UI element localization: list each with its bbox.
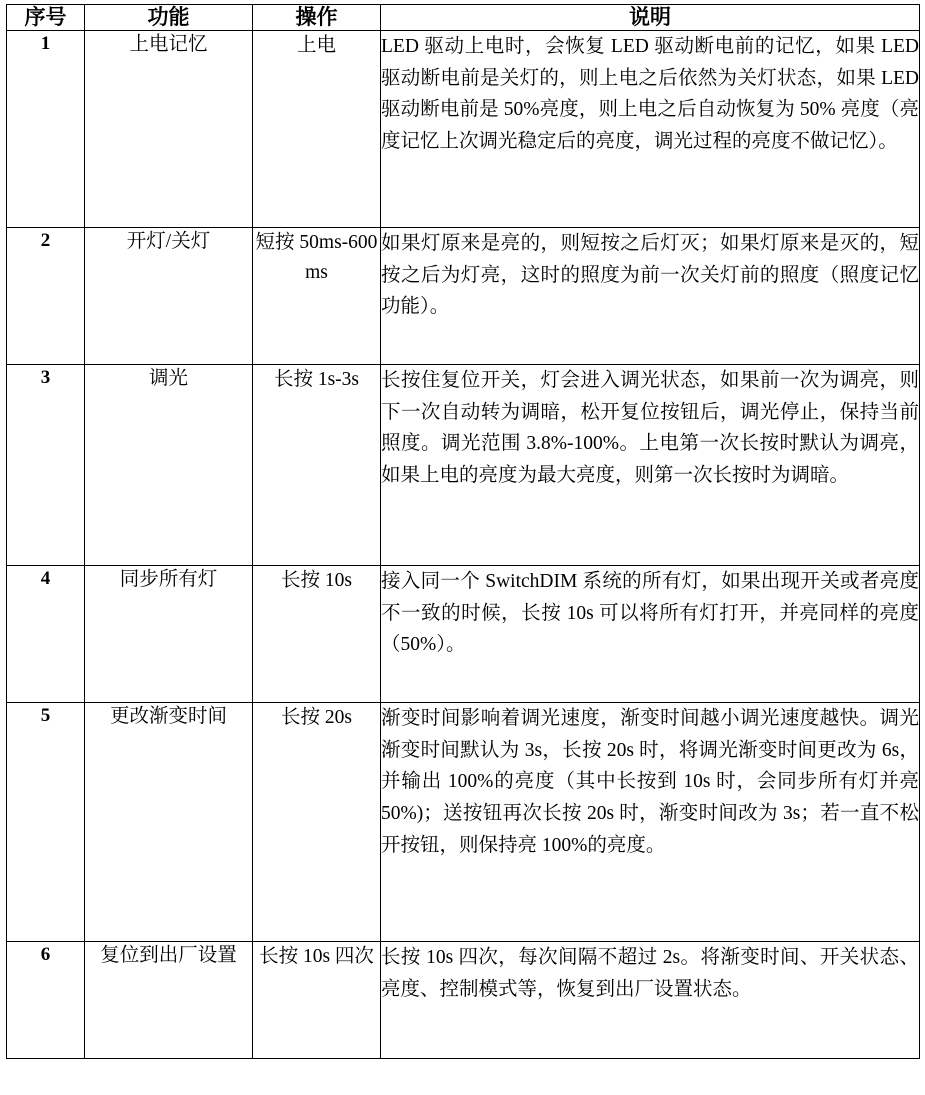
- cell-operation: 短按 50ms-600 ms: [253, 228, 381, 365]
- table-body: [7, 31, 920, 1059]
- column-header-no: 序号: [7, 5, 85, 31]
- cell-description: 长按住复位开关，灯会进入调光状态，如果前一次为调亮，则下一次自动转为调暗，松开复位按钮后，调光停止，保持当前照度。调光范围 3.8%-100%。上电第一次长按时默认为调亮，如果上电的亮度为最大亮度，则第一次长按时为调暗。: [381, 365, 920, 566]
- cell-no: 6: [7, 942, 85, 1059]
- cell-description: LED 驱动上电时，会恢复 LED 驱动断电前的记忆，如果 LED 驱动断电前是关灯的，则上电之后依然为关灯状态，如果 LED 驱动断电前是 50%亮度，则上电之后自动恢复为 50% 亮度（亮度记忆上次调光稳定后的亮度，调光过程的亮度不做记忆）。: [381, 31, 920, 228]
- cell-operation: 长按 10s: [253, 566, 381, 703]
- table-row: [7, 942, 920, 1059]
- cell-function: 复位到出厂设置: [85, 942, 253, 1059]
- table-header-row: [7, 5, 920, 31]
- cell-description: 接入同一个 SwitchDIM 系统的所有灯，如果出现开关或者亮度不一致的时候，长按 10s 可以将所有灯打开，并亮同样的亮度（50%）。: [381, 566, 920, 703]
- cell-function: 同步所有灯: [85, 566, 253, 703]
- cell-operation: 长按 1s-3s: [253, 365, 381, 566]
- function-spec-table: [6, 4, 920, 1059]
- cell-function: 开灯/关灯: [85, 228, 253, 365]
- cell-operation: 长按 20s: [253, 703, 381, 942]
- table-row: [7, 566, 920, 703]
- cell-operation: 长按 10s 四次: [253, 942, 381, 1059]
- table-header: [7, 5, 920, 31]
- cell-no: 1: [7, 31, 85, 228]
- cell-function: 更改渐变时间: [85, 703, 253, 942]
- table-row: [7, 31, 920, 228]
- cell-description: 如果灯原来是亮的，则短按之后灯灭；如果灯原来是灭的，短按之后为灯亮，这时的照度为前一次关灯前的照度（照度记忆功能）。: [381, 228, 920, 365]
- table-row: [7, 703, 920, 942]
- column-header-operation: 操作: [253, 5, 381, 31]
- cell-operation: 上电: [253, 31, 381, 228]
- cell-function: 调光: [85, 365, 253, 566]
- cell-no: 4: [7, 566, 85, 703]
- cell-no: 5: [7, 703, 85, 942]
- table-row: [7, 228, 920, 365]
- cell-function: 上电记忆: [85, 31, 253, 228]
- column-header-function: 功能: [85, 5, 253, 31]
- column-header-description: 说明: [381, 5, 920, 31]
- cell-no: 3: [7, 365, 85, 566]
- cell-description: 长按 10s 四次，每次间隔不超过 2s。将渐变时间、开关状态、亮度、控制模式等，恢复到出厂设置状态。: [381, 942, 920, 1059]
- table-row: [7, 365, 920, 566]
- cell-description: 渐变时间影响着调光速度，渐变时间越小调光速度越快。调光渐变时间默认为 3s，长按 20s 时，将调光渐变时间更改为 6s，并输出 100%的亮度（其中长按到 10s 时，会同步所有灯并亮 50%)；送按钮再次长按 20s 时，渐变时间改为 3s；若一直不松开按钮，则保持亮 100%的亮度。: [381, 703, 920, 942]
- cell-no: 2: [7, 228, 85, 365]
